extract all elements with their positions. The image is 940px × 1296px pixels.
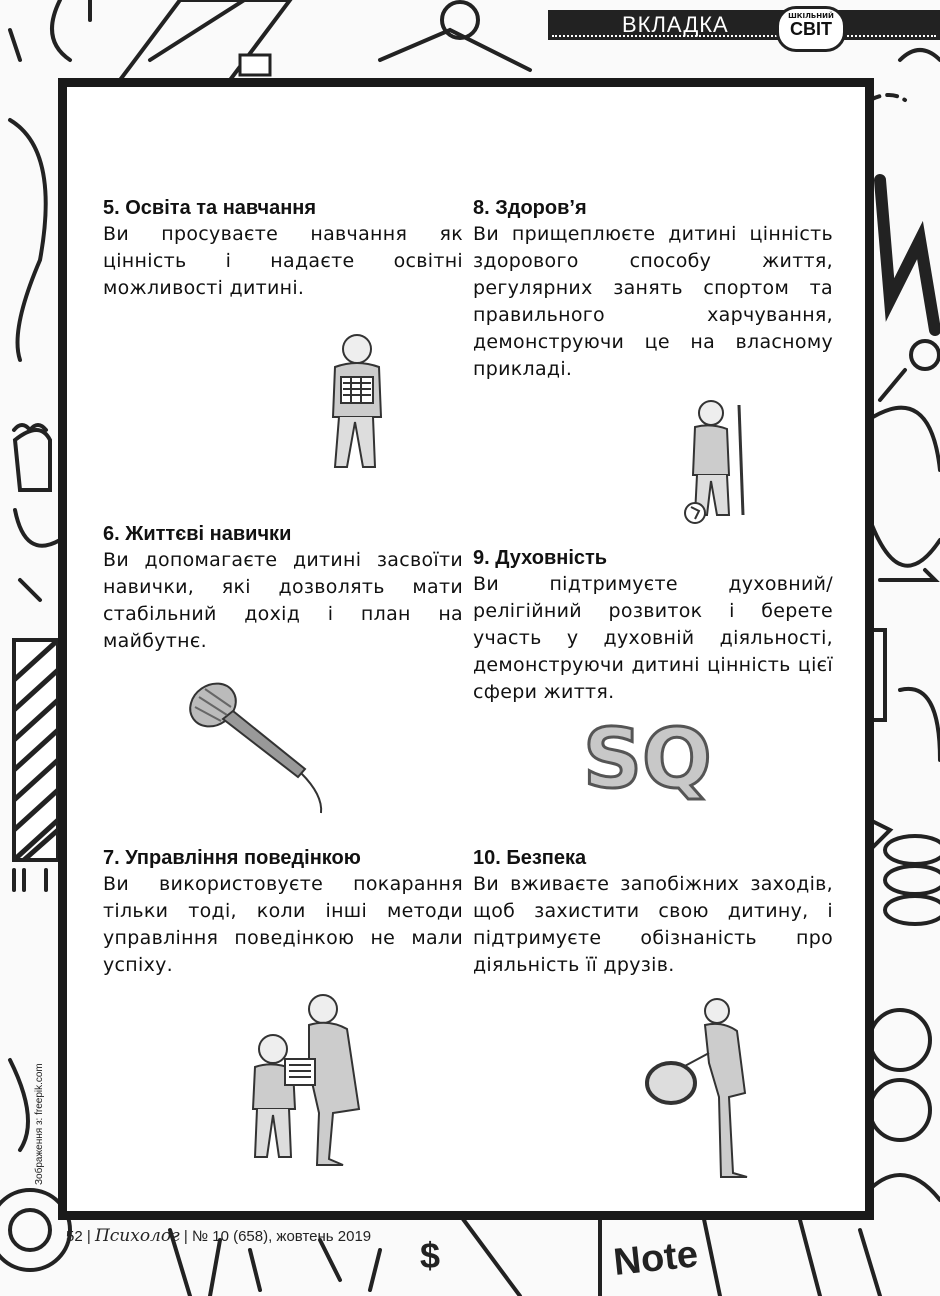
section-text: Ви використовуєте покарання тільки тоді, коли інші методи управління поведінкою не мали успіху. [103,873,463,976]
father-and-son-illustration [239,989,389,1169]
section-label: ВКЛАДКА [622,12,729,37]
section-text: Ви підтримуєте духовний/релігійний розвиток і берете участь у духовній діяльності, демонструючи дитині цінність цієї сфери життя. [473,573,833,703]
magazine-logo [776,6,846,52]
image-credit: Зображення з: freepik.com [34,1063,45,1185]
section-spirituality [473,545,833,706]
header-dotted-line [552,35,936,37]
dollar-doodle-text: $ [420,1235,441,1276]
section-header-bar [548,10,940,40]
footer-divider: | [86,1228,95,1245]
section-title: 7. Управління поведінкою [103,847,361,869]
logo-main-text: СВІТ [790,19,832,39]
section-behavior-management [103,845,463,979]
section-title: 5. Освіта та навчання [103,197,317,219]
section-education [103,195,463,302]
section-text: Ви допомагаєте дитині засвоїти навички, які дозволять мати стабільний дохід і план на майбутнє. [103,549,463,652]
section-title: 6. Життєві навички [103,523,292,545]
section-health [473,195,833,383]
boy-with-sports-gear-illustration [681,395,761,525]
sq-letters-illustration [577,707,727,807]
content-frame [58,78,874,1220]
microphone-illustration [183,677,333,817]
magazine-name: Психолог [94,1226,180,1246]
boy-with-book-illustration [317,327,397,477]
section-title: 9. Духовність [473,547,608,569]
section-text: Ви вживаєте запобіжних заходів, щоб захистити свою дитину, і підтримуєте обізнаність про діяльність її друзів. [473,873,833,976]
issue-info: № 10 (658), жовтень 2019 [191,1228,372,1245]
section-title: 10. Безпека [473,847,587,869]
note-doodle-text: Note [611,1233,700,1284]
section-life-skills [103,521,463,655]
section-title: 8. Здоров’я [473,197,587,219]
section-text: Ви прищеплюєте дитині цінність здорового способу життя, регулярних занять спортом та правильного харчування, демонструючи це на власному прикладі. [473,223,833,380]
section-text: Ви просуваєте навчання як цінність і надаєте освітні можливості дитині. [103,223,463,299]
logo-top-text: ШКІЛЬНИЙ [788,12,834,20]
man-with-magnifier-illustration [637,993,787,1183]
page-footer [66,1226,371,1246]
section-safety [473,845,833,979]
page-number: 52 [66,1228,83,1245]
sq-letters-text: SQ [583,712,712,807]
footer-divider: | [183,1228,192,1245]
